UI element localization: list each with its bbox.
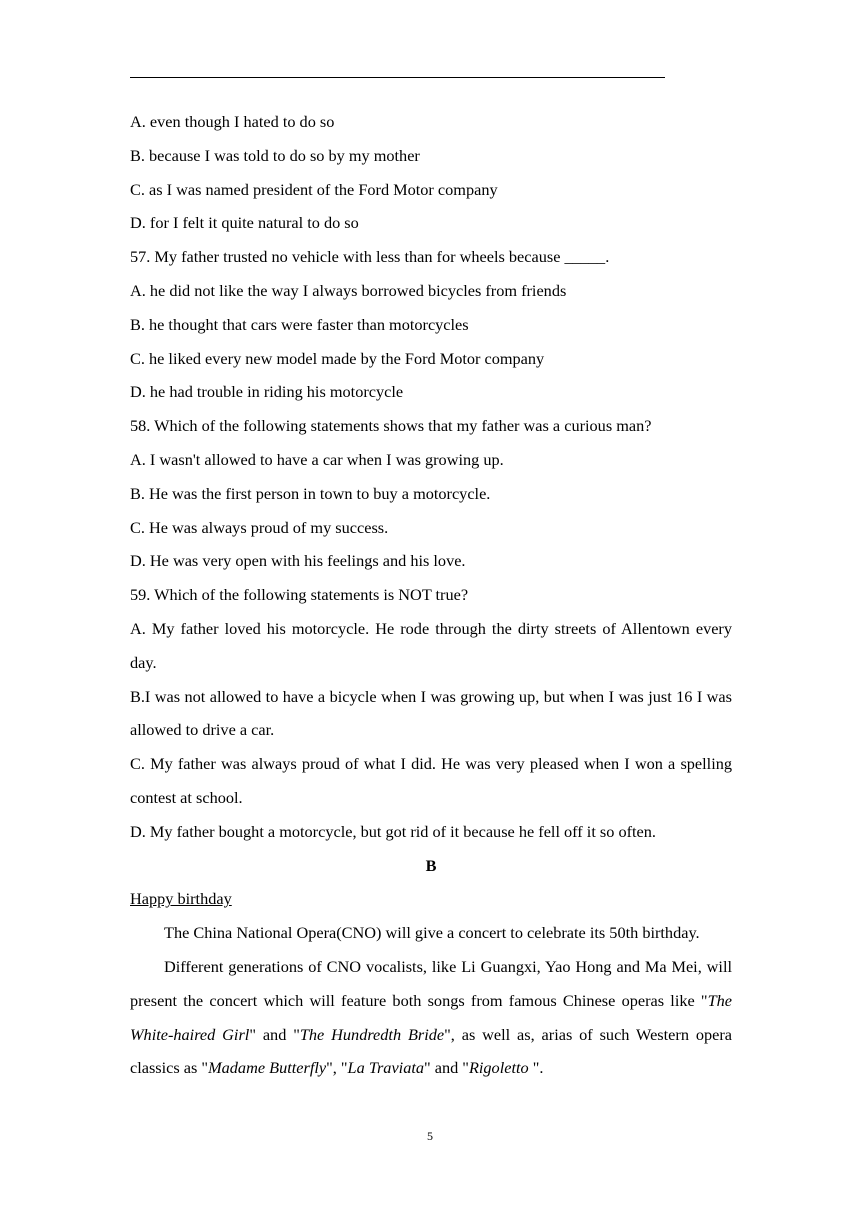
q59-option-a: A. My father loved his motorcycle. He rode through the dirty streets of Allentown every day.: [130, 618, 732, 672]
page-number: 5: [427, 1129, 433, 1143]
paragraph-text: ", as well as, arias of such Western opera classics as ": [130, 1024, 732, 1078]
q58-option-d: D. He was very open with his feelings and his love.: [130, 551, 466, 571]
paragraph-text: ".: [528, 1058, 544, 1078]
paragraph-text: ", ": [326, 1058, 348, 1078]
q56-option-d: D. for I felt it quite natural to do so: [130, 213, 359, 233]
page-content: [130, 105, 732, 1085]
section-label: B: [425, 855, 437, 875]
q59-option-b: B.I was not allowed to have a bicycle when I was growing up, but when I was just 16 I was allowed to drive a car.: [130, 686, 732, 740]
q57-stem: 57. My father trusted no vehicle with less than for wheels because _____.: [130, 247, 610, 267]
q56-option-b: B. because I was told to do so by my mother: [130, 145, 420, 165]
q58-option-c: C. He was always proud of my success.: [130, 517, 389, 537]
opera-title: La Traviata: [347, 1058, 424, 1078]
opera-title: Madame Butterfly: [208, 1058, 327, 1078]
passage-paragraph-2: [130, 950, 732, 1085]
q59-option-c: C. My father was always proud of what I did. He was very pleased when I won a spelling contest at school.: [130, 754, 732, 807]
paragraph-text: " and ": [249, 1024, 300, 1044]
q59-stem: 59. Which of the following statements is NOT true?: [130, 585, 469, 605]
q56-option-a: A. even though I hated to do so: [130, 112, 335, 131]
q57-option-d: D. he had trouble in riding his motorcycle: [130, 382, 404, 402]
q57-option-b: B. he thought that cars were faster than motorcycles: [130, 314, 469, 334]
q57-option-c: C. he liked every new model made by the Ford Motor company: [130, 348, 545, 368]
opera-title: Rigoletto: [468, 1058, 529, 1078]
paragraph-text: " and ": [424, 1058, 469, 1078]
passage-paragraph-1: The China National Opera(CNO) will give a concert to celebrate its 50th birthday.: [164, 923, 700, 943]
paragraph-text: Different generations of CNO vocalists, like Li Guangxi, Yao Hong and Ma Mei, will present the concert which will feature both songs from famous Chinese operas like ": [130, 956, 732, 1010]
answer-blank-line: [130, 77, 665, 78]
q56-option-c: C. as I was named president of the Ford Motor company: [130, 179, 498, 199]
passage-heading: Happy birthday: [130, 889, 232, 909]
q58-stem: 58. Which of the following statements shows that my father was a curious man?: [130, 416, 652, 436]
q59-option-d: D. My father bought a motorcycle, but got rid of it because he fell off it so often.: [130, 821, 656, 841]
q58-option-b: B. He was the first person in town to buy a motorcycle.: [130, 483, 491, 503]
opera-title: The Hundredth Bride: [299, 1024, 445, 1044]
opera-title: The White-haired Girl: [130, 990, 732, 1044]
q58-option-a: A. I wasn't allowed to have a car when I was growing up.: [130, 449, 504, 469]
q57-option-a: A. he did not like the way I always borrowed bicycles from friends: [130, 280, 567, 300]
